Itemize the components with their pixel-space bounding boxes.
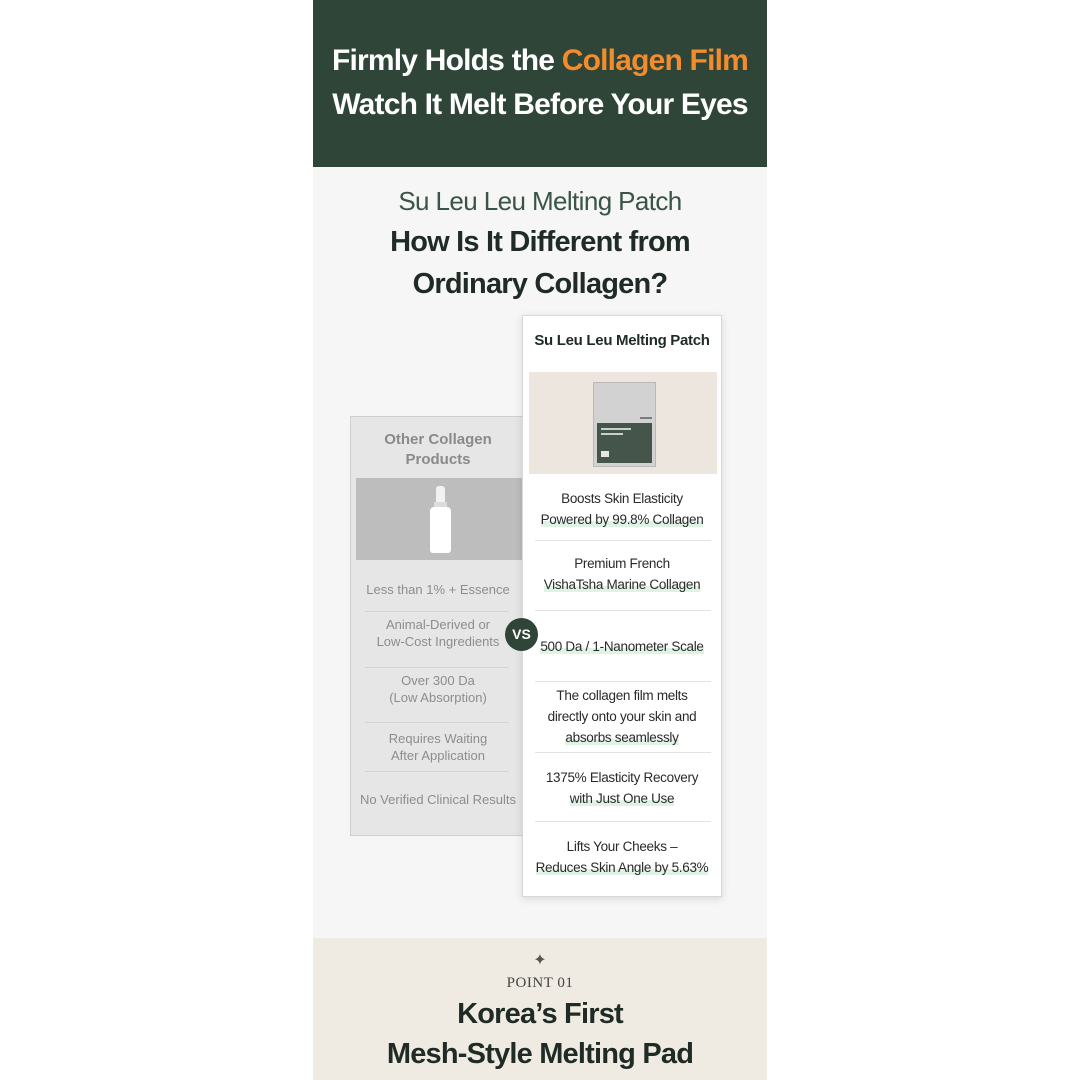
brand-subtitle: Su Leu Leu Melting Patch: [398, 186, 682, 216]
row-line: [523, 574, 721, 595]
comparison-row: [351, 672, 525, 706]
row-text-highlight: Powered by 99.8% Collagen: [540, 512, 704, 527]
row-divider: [365, 611, 509, 612]
point-label: POINT 01: [506, 975, 574, 991]
row-divider: [535, 540, 711, 541]
row-line: [523, 488, 721, 509]
row-text-highlight: Reduces Skin Angle by 5.63%: [535, 860, 709, 875]
comparison-row: [523, 836, 721, 878]
other-column-title-line2: Products: [405, 451, 471, 468]
row-divider: [365, 667, 509, 668]
row-divider: [535, 752, 711, 753]
point-section: [313, 938, 767, 1080]
row-text: Low-Cost Ingredients: [376, 634, 500, 649]
other-column-title-line1: Other Collagen: [384, 431, 492, 448]
row-line: [523, 636, 721, 657]
row-text: Over 300 Da: [401, 673, 475, 688]
row-text: No Verified Clinical Results: [359, 792, 517, 807]
row-text: Animal-Derived or: [385, 617, 491, 632]
point-title-line1: Korea’s First: [457, 998, 623, 1030]
row-line: [523, 685, 721, 706]
row-text: Less than 1% + Essence: [366, 582, 510, 597]
row-text-highlight: with Just One Use: [569, 791, 675, 806]
row-text: Lifts Your Cheeks –: [566, 839, 678, 854]
section-heading-line1: How Is It Different from: [390, 226, 690, 258]
comparison-row: [523, 488, 721, 530]
row-divider: [535, 610, 711, 611]
comparison-row: [351, 791, 525, 808]
point-title-line2: Mesh-Style Melting Pad: [386, 1038, 694, 1070]
hero-headline-accent: Collagen Film: [561, 44, 749, 77]
row-text: Requires Waiting: [388, 731, 488, 746]
row-text: The collagen film melts: [556, 688, 688, 703]
row-text: directly onto your skin and: [547, 709, 697, 724]
comparison-row: [523, 553, 721, 595]
row-text-highlight: VishaTsha Marine Collagen: [543, 577, 701, 592]
row-text-highlight: absorbs seamlessly: [565, 730, 679, 745]
row-divider: [535, 821, 711, 822]
melting-patch-column-title: Su Leu Leu Melting Patch: [534, 332, 710, 349]
row-text: 1375% Elasticity Recovery: [545, 770, 699, 785]
comparison-row: [523, 636, 721, 657]
row-line: [523, 509, 721, 530]
hero-banner: [313, 0, 767, 167]
product-image: [356, 478, 524, 560]
row-divider: [365, 722, 509, 723]
row-line: [523, 788, 721, 809]
row-text-highlight: 500 Da / 1-Nanometer Scale: [540, 639, 704, 654]
row-line: [523, 767, 721, 788]
row-text: Boosts Skin Elasticity: [561, 491, 683, 506]
row-line: [523, 727, 721, 748]
hero-headline-line1: [313, 44, 767, 78]
other-column-title: [351, 430, 525, 470]
product-detail-page: [313, 0, 767, 1080]
vs-badge: VS: [505, 618, 538, 651]
row-line: [523, 857, 721, 878]
comparison-row: [351, 730, 525, 764]
row-text: Premium French: [574, 556, 670, 571]
comparison-row: [351, 616, 525, 650]
melting-patch-column: [522, 315, 722, 897]
patch-package-icon: [593, 382, 656, 467]
comparison-row: [351, 581, 525, 598]
hero-headline-line2: Watch It Melt Before Your Eyes: [332, 88, 748, 121]
sparkle-icon: ✦: [533, 952, 547, 969]
row-line: [523, 706, 721, 727]
comparison-row: [523, 685, 721, 748]
row-text: (Low Absorption): [389, 690, 487, 705]
row-text: After Application: [391, 748, 485, 763]
row-divider: [535, 681, 711, 682]
comparison-row: [523, 767, 721, 809]
row-line: [523, 553, 721, 574]
row-line: [523, 836, 721, 857]
other-collagen-column: [350, 416, 524, 836]
row-divider: [365, 771, 509, 772]
hero-headline-prefix: Firmly Holds the: [331, 44, 562, 77]
product-image: [529, 372, 717, 474]
section-heading-line2: Ordinary Collagen?: [412, 268, 668, 300]
